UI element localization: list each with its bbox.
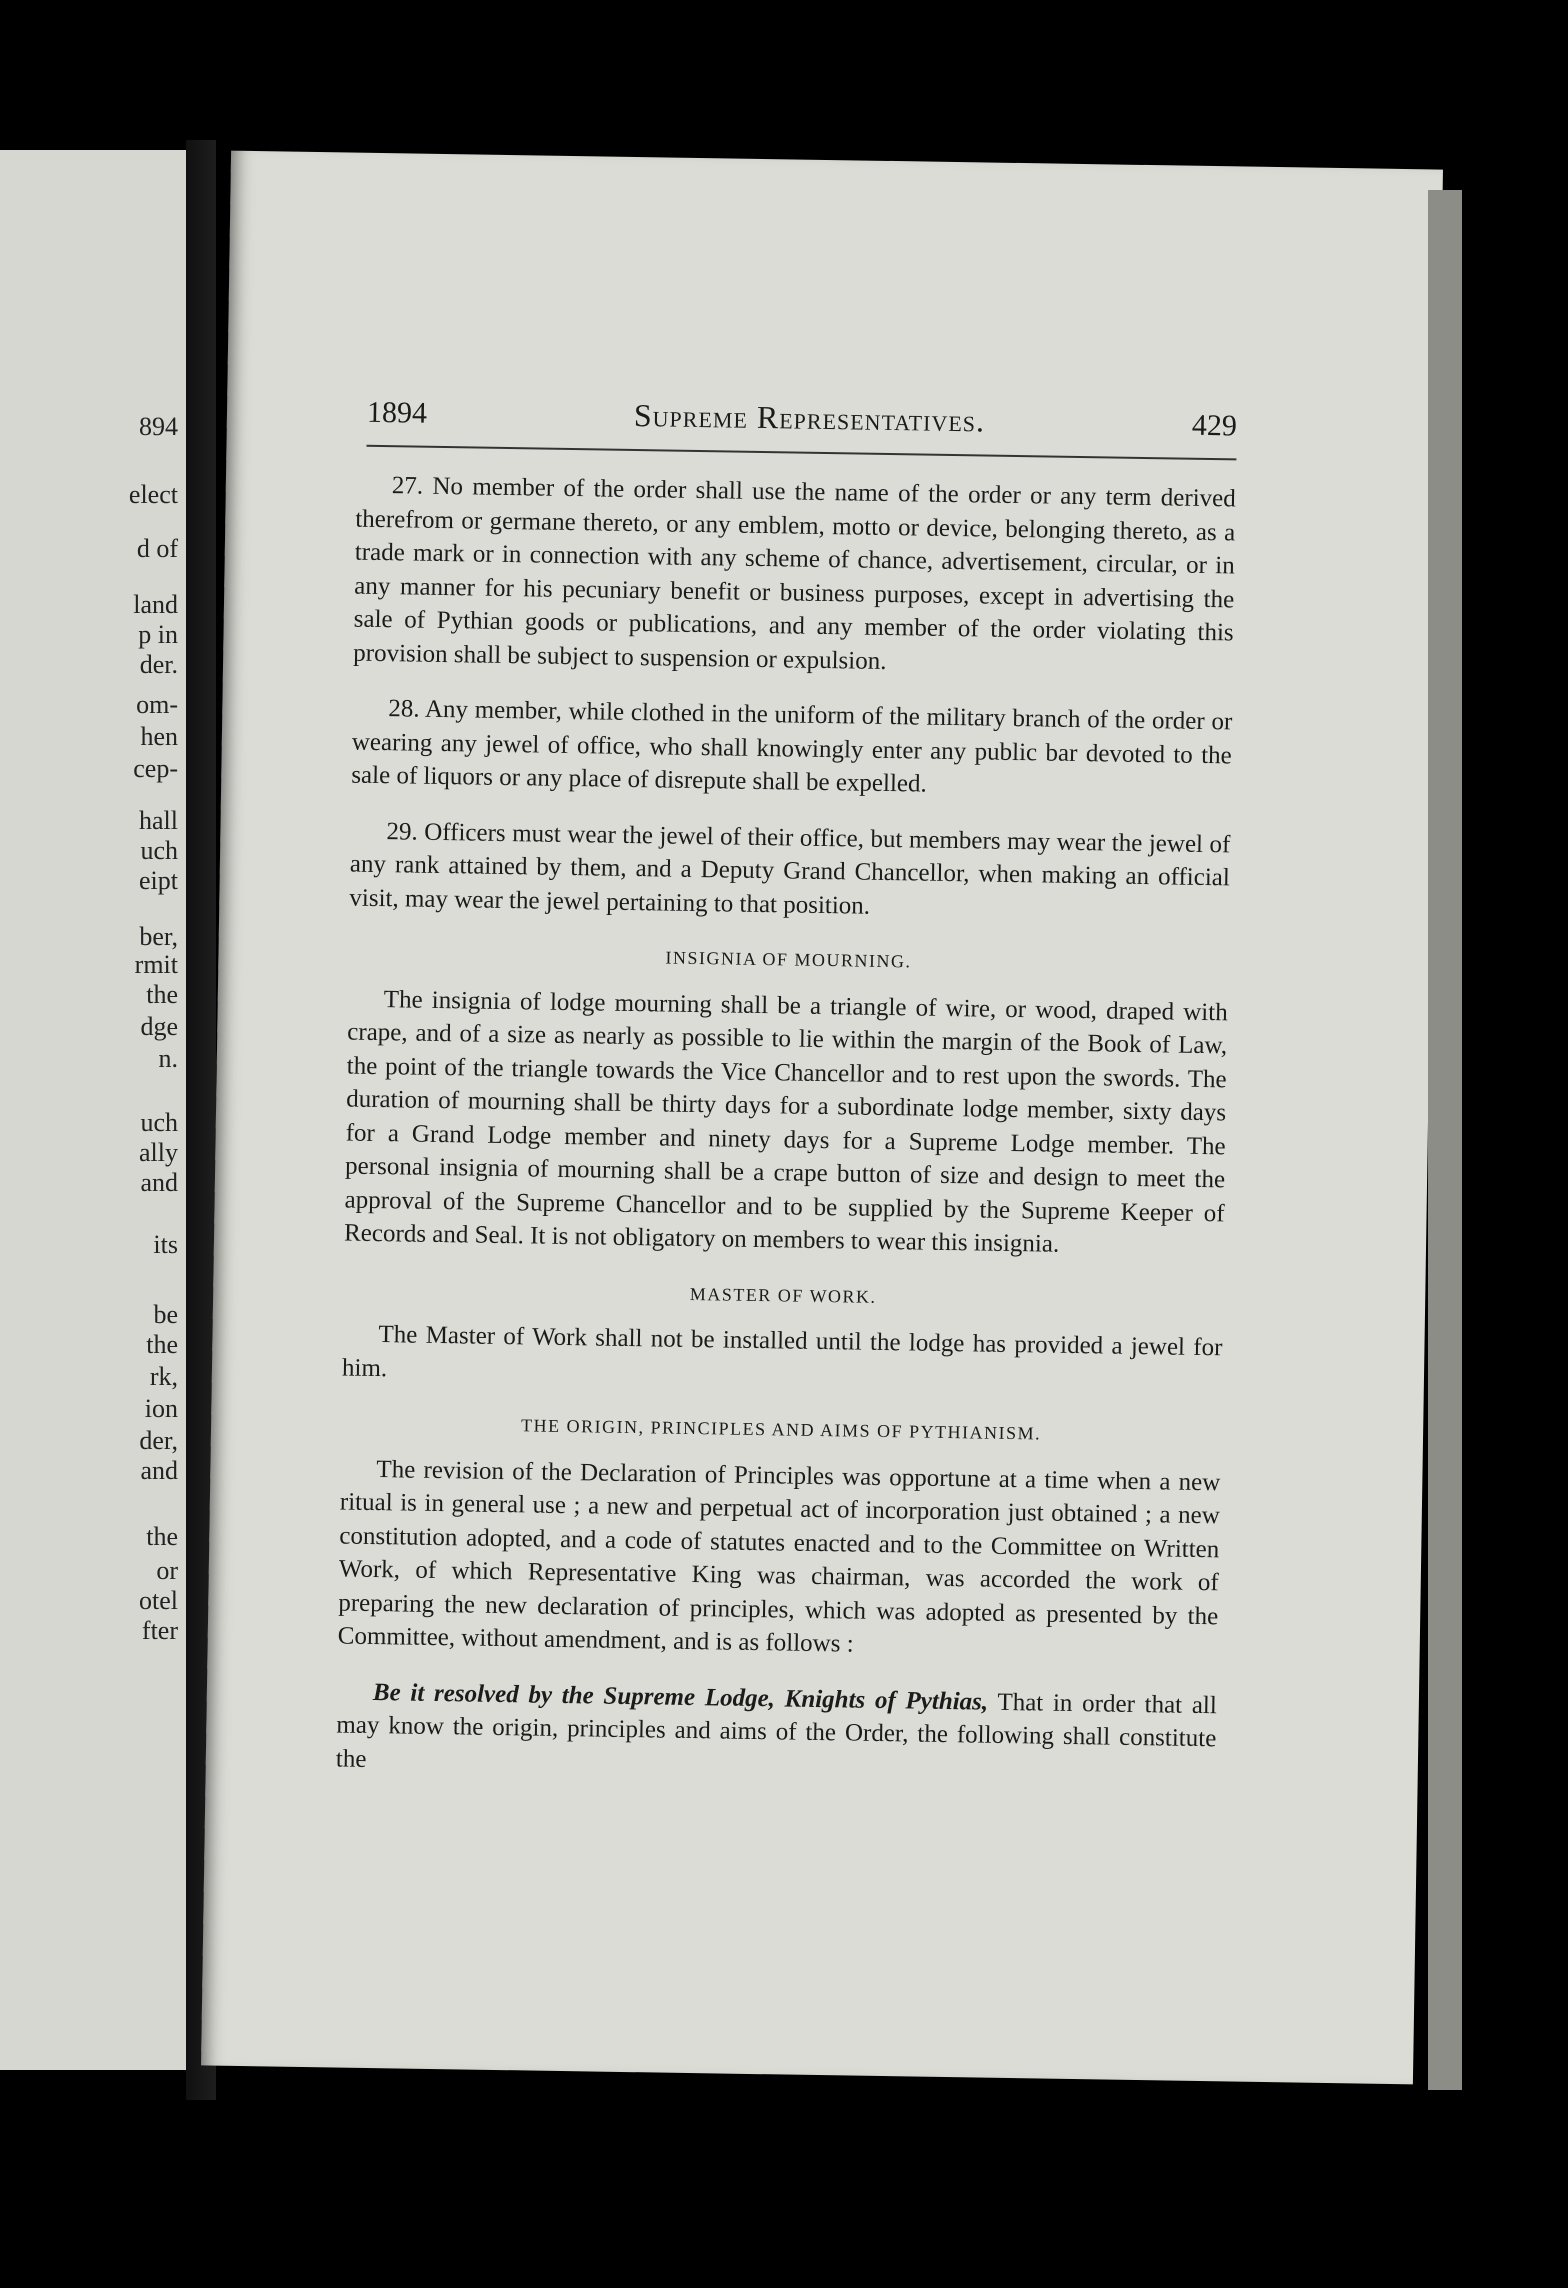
facing-page-fragment: or [156, 1556, 178, 1585]
section-heading: THE ORIGIN, PRINCIPLES AND AIMS OF PYTHIANISM. [520, 1415, 1042, 1444]
facing-page-fragment: the [146, 1522, 178, 1551]
facing-page-fragment: n. [158, 1044, 178, 1073]
facing-page-fragment: ber, [139, 922, 178, 951]
body-paragraph: 28. Any member, while clothed in the uniform of the military branch of the order or wearing any jewel of office, who shall knowingly enter any public bar devoted to the sale of liquors or any place of disrepute shall be expelled. [351, 695, 1233, 798]
page-number: 429 [1191, 408, 1238, 443]
facing-page-fragment: p in [138, 620, 178, 649]
facing-page-fragment: its [153, 1230, 178, 1259]
facing-page-fragment: eipt [139, 866, 178, 895]
body-paragraph: The Master of Work shall not be installed until the lodge has provided a jewel for him. [341, 1321, 1223, 1382]
resolution-text: That in order that all may know the origin, principles and aims of the Order, the following shall constitute the [335, 1688, 1218, 1773]
facing-page-fragment: uch [140, 836, 178, 865]
facing-page-fragment: fter [141, 1616, 178, 1645]
section-heading: MASTER OF WORK. [689, 1283, 877, 1307]
header-year: 1894 [366, 395, 428, 430]
facing-page-fragment: otel [139, 1586, 178, 1615]
facing-page [0, 150, 194, 2070]
resolution-preamble: Be it resolved by the Supreme Lodge, Knights of Pythias, [372, 1678, 989, 1716]
body-paragraph: The revision of the Declaration of Principles was opportune at a time when a new ritual is in general use ; a new and perpetual act of incorporation just obtained ; a new constitution adopted, and a code of statutes enacted and to the Committee on Written Work, of which Representative King was chairman, was accorded the work of preparing the new declaration of principles, which was adopted as presented by the Committee, without amendment, and is as follows : [337, 1455, 1221, 1658]
facing-page-fragment: om- [136, 690, 178, 719]
facing-page-fragment: ion [144, 1394, 178, 1423]
header-rule [366, 445, 1236, 461]
facing-page-fragment: and [140, 1456, 178, 1485]
facing-page-fragment: der. [139, 650, 178, 679]
section-heading: INSIGNIA OF MOURNING. [665, 947, 912, 972]
facing-page-fragment: rk, [149, 1362, 178, 1391]
facing-page-fragment: uch [140, 1108, 178, 1137]
facing-page-fragment: land [133, 590, 178, 619]
facing-page-fragment: hall [139, 806, 178, 835]
page-body [335, 469, 1236, 1812]
facing-page-fragment: the [146, 1330, 178, 1359]
body-paragraph: 29. Officers must wear the jewel of their office, but members may wear the jewel of any rank attained by them, and a Deputy Grand Chancellor, when making an official visit, may wear the jewel pertaining to that position. [349, 817, 1231, 920]
facing-page-fragment: 894 [139, 412, 178, 441]
facing-page-fragment: rmit [134, 950, 178, 979]
facing-page-fragment: der, [139, 1426, 178, 1455]
facing-page-fragment: cep- [133, 754, 178, 783]
resolution-paragraph [336, 1675, 1217, 1789]
facing-page-fragment: dge [140, 1012, 178, 1041]
facing-page-fragment: and [140, 1168, 178, 1197]
facing-page-fragment: elect [128, 480, 178, 509]
facing-page-fragment: d of [136, 534, 178, 563]
body-paragraph: 27. No member of the order shall use the name of the order or any term derived therefrom or germane thereto, or any emblem, motto or device, belonging thereto, as a trade mark or in connection with any scheme of chance, advertisement, circular, or in any manner for his pecuniary benefit or business purposes, except in advertising the sale of Pythian goods or publications, and any member of the order violating this provision shall be subject to suspension or expulsion. [353, 472, 1236, 675]
facing-page-fragment: the [146, 980, 178, 1009]
facing-page-fragment: be [153, 1300, 178, 1329]
book-page [201, 151, 1443, 2085]
body-paragraph: The insignia of lodge mourning shall be a triangle of wire, or wood, draped with crape, and of a size as nearly as possible to lie within the margin of the Book of Law, the point of the triangle towards the Vice Chancellor and to rest upon the swords. The duration of mourning shall be thirty days for a subordinate lodge member, sixty days for a Grand Lodge member and ninety days for a Supreme Lodge member. The personal insignia of mourning shall be a crape button of size and design to meet the approval of the Supreme Chancellor and to be supplied by the Supreme Keeper of Records and Seal. It is not obligatory on members to wear this insignia. [343, 985, 1228, 1258]
facing-page-fragment: hen [140, 722, 178, 751]
page-header [367, 393, 1237, 444]
facing-page-fragment: ally [139, 1138, 178, 1167]
running-title: Supreme Representatives. [633, 396, 986, 439]
page-edge [1428, 190, 1462, 2090]
